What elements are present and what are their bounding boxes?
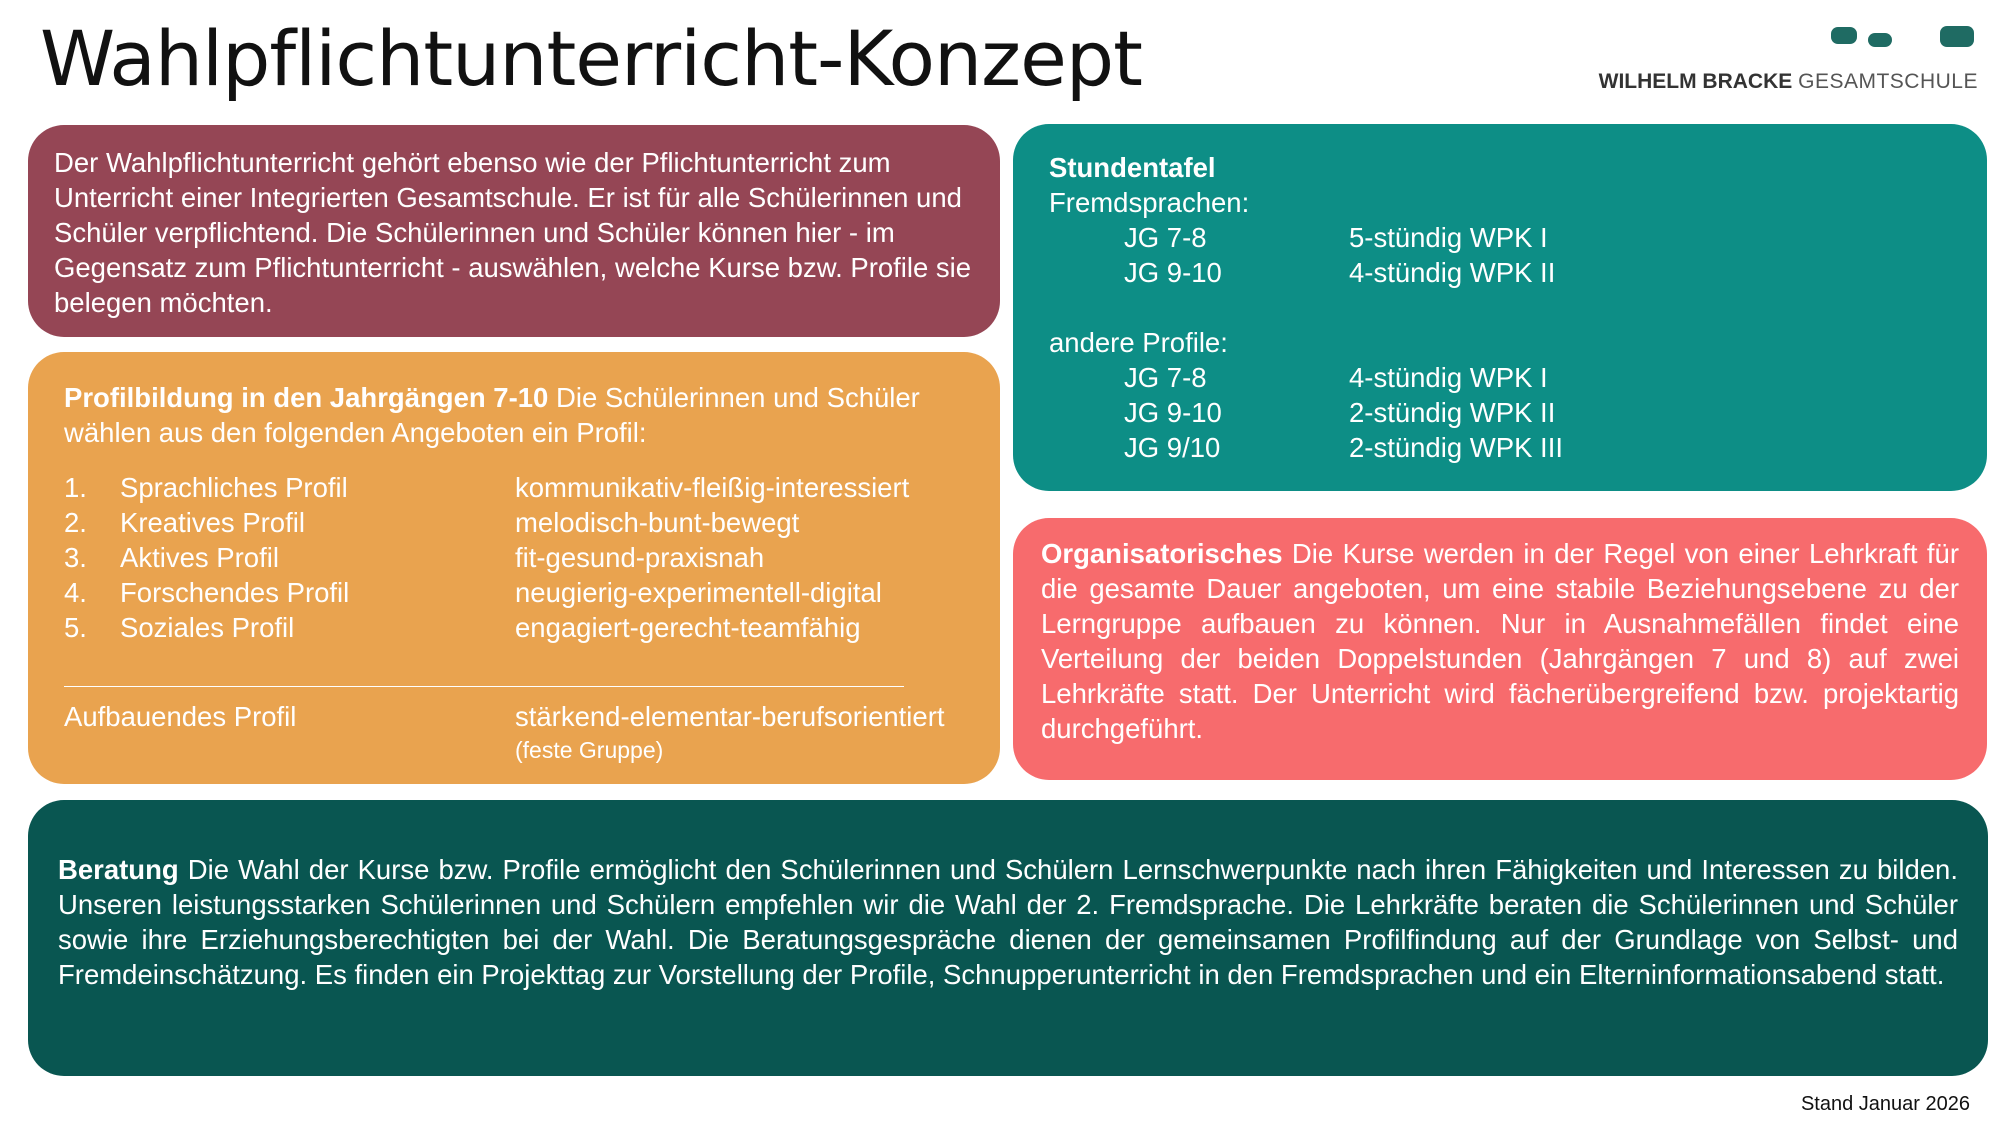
stundentafel-row bbox=[1049, 430, 1951, 465]
profile-heading: Profilbildung in den Jahrgängen 7-10 bbox=[64, 382, 549, 413]
spacer bbox=[1049, 290, 1951, 325]
logo-square-icon bbox=[1831, 27, 1857, 44]
organisation-text: Die Kurse werden in der Regel von einer Lehrkraft für die gesamte Dauer angeboten, um eine stabile Beziehungsebene zu der Lerngruppe aufbauen zu können. Nur in Ausnahmefällen findet eine Verteilung der beiden Doppelstunden (Jahrgängen 7 und 8) auf zwei Lehrkräfte statt. Der Unterricht wird fächerübergreifend bzw. projektartig durchgeführt. bbox=[1041, 538, 1959, 744]
beratung-text: Die Wahl der Kurse bzw. Profile ermöglicht den Schülerinnen und Schülern Lernschwerpunkte nach ihren Fähigkeiten und Interessen zu bilden. Unseren leistungsstarken Schülerinnen und Schülern empfehlen wir die Wahl der 2. Fremdsprache. Die Lehrkräfte beraten die Schülerinnen und Schüler sowie ihre Erziehungsberechtigten bei der Wahl. Die Beratungsgespräche dienen der gemeinsamen Profilfindung auf der Grundlage von Selbst- und Fremdeinschätzung. Es finden ein Projekttag zur Vorstellung der Profile, Schnupperunterricht in den Fremdsprachen und ein Elterninformationsabend statt. bbox=[58, 854, 1958, 990]
organisation-heading: Organisatorisches bbox=[1041, 538, 1283, 569]
jahrgang-label: JG 9-10 bbox=[1124, 397, 1222, 428]
profile-number: 1. bbox=[64, 472, 87, 503]
footer-date: Stand Januar 2026 bbox=[1800, 1093, 1970, 1115]
profile-number: 2. bbox=[64, 507, 87, 538]
profile-list-item bbox=[64, 610, 964, 645]
beratung-heading: Beratung bbox=[58, 854, 179, 885]
logo-text bbox=[1599, 70, 1978, 94]
school-logo bbox=[1598, 26, 1978, 96]
jahrgang-label: JG 7-8 bbox=[1124, 222, 1207, 253]
logo-square-icon bbox=[1940, 26, 1974, 47]
jahrgang-label: JG 9/10 bbox=[1124, 432, 1221, 463]
profile-description: engagiert-gerecht-teamfähig bbox=[515, 612, 861, 643]
profile-card bbox=[28, 352, 1000, 784]
section-label: Fremdsprachen: bbox=[1049, 187, 1250, 218]
profile-number: 5. bbox=[64, 612, 87, 643]
section-label: andere Profile: bbox=[1049, 327, 1228, 358]
stundentafel-row bbox=[1049, 220, 1951, 255]
profile-intro bbox=[64, 380, 964, 450]
profile-text: Die Schülerinnen und Schüler wählen aus den folgenden Angeboten ein Profil: bbox=[64, 382, 920, 448]
page-title: Wahlpflichtunterricht-Konzept bbox=[40, 14, 1142, 103]
divider bbox=[64, 686, 904, 687]
profile-list-item bbox=[64, 505, 964, 540]
profile-name: Forschendes Profil bbox=[120, 577, 350, 608]
extra-profile-description: stärkend-elementar-berufsorientiert bbox=[515, 701, 945, 732]
stundentafel-row bbox=[1049, 360, 1951, 395]
profile-list-item bbox=[64, 470, 964, 505]
hours-value: 2-stündig WPK II bbox=[1349, 397, 1556, 428]
hours-value: 4-stündig WPK II bbox=[1349, 257, 1556, 288]
profile-description: melodisch-bunt-bewegt bbox=[515, 507, 800, 538]
profile-description: neugierig-experimentell-digital bbox=[515, 577, 882, 608]
extra-profile-name: Aufbauendes Profil bbox=[64, 701, 297, 732]
profile-name: Sprachliches Profil bbox=[120, 472, 348, 503]
intro-card bbox=[28, 125, 1000, 337]
profile-description: kommunikativ-fleißig-interessiert bbox=[515, 472, 910, 503]
extra-profile-item bbox=[64, 699, 964, 734]
stundentafel-card bbox=[1013, 124, 1987, 491]
profile-number: 3. bbox=[64, 542, 87, 573]
beratung-card bbox=[28, 800, 1988, 1076]
stundentafel-row bbox=[1049, 395, 1951, 430]
logo-text-light: GESAMTSCHULE bbox=[1798, 70, 1978, 93]
hours-value: 5-stündig WPK I bbox=[1349, 222, 1548, 253]
extra-profile-note: (feste Gruppe) bbox=[515, 737, 664, 763]
logo-text-bold: WILHELM BRACKE bbox=[1598, 70, 1793, 93]
intro-text: Der Wahlpflichtunterricht gehört ebenso wie der Pflichtunterricht zum Unterricht einer Integrierten Gesamtschule. Er ist für alle Schülerinnen und Schüler verpflichtend. Die Schülerinnen und Schüler können hier - im Gegensatz zum Pflichtunterricht - auswählen, welche Kurse bzw. Profile sie belegen möchten. bbox=[54, 147, 972, 318]
profile-name: Soziales Profil bbox=[120, 612, 295, 643]
profile-name: Kreatives Profil bbox=[120, 507, 305, 538]
jahrgang-label: JG 7-8 bbox=[1124, 362, 1207, 393]
profile-list-item bbox=[64, 575, 964, 610]
stundentafel-heading bbox=[1049, 150, 1951, 185]
jahrgang-label: JG 9-10 bbox=[1124, 257, 1222, 288]
profile-list bbox=[64, 470, 964, 645]
organisation-card bbox=[1013, 518, 1987, 780]
profile-name: Aktives Profil bbox=[120, 542, 279, 573]
profile-number: 4. bbox=[64, 577, 87, 608]
hours-value: 4-stündig WPK I bbox=[1349, 362, 1548, 393]
logo-square-icon bbox=[1868, 33, 1892, 47]
profile-description: fit-gesund-praxisnah bbox=[515, 542, 765, 573]
stundentafel-row bbox=[1049, 255, 1951, 290]
hours-value: 2-stündig WPK III bbox=[1349, 432, 1563, 463]
stundentafel-heading-text: Stundentafel bbox=[1049, 152, 1216, 183]
profile-list-item bbox=[64, 540, 964, 575]
